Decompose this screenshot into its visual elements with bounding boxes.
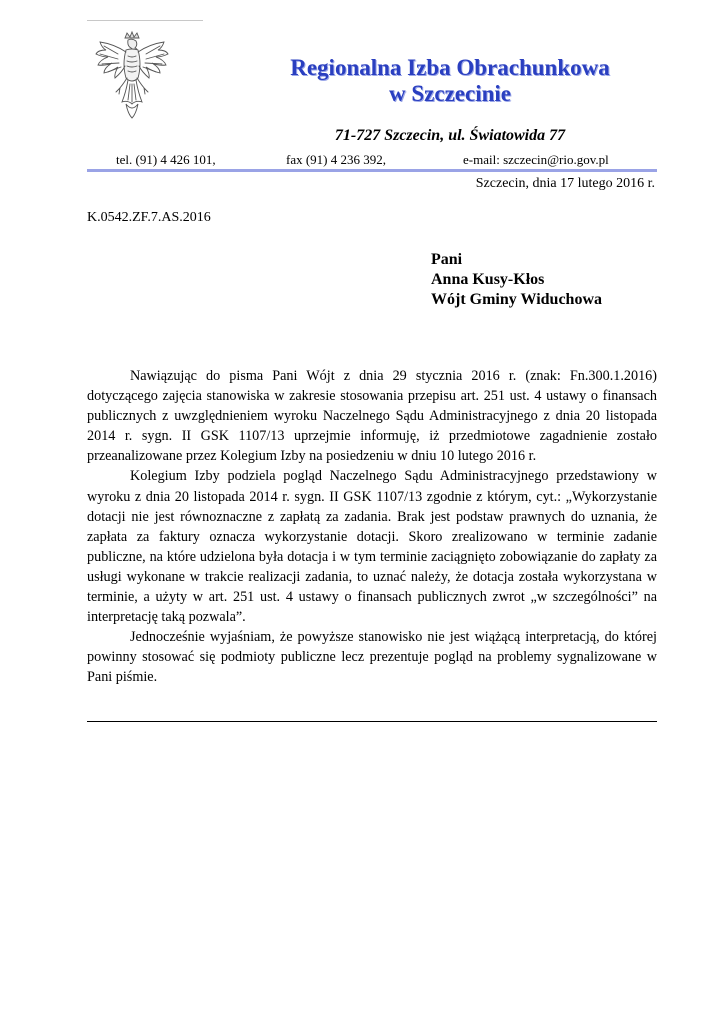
contact-phone: tel. (91) 4 426 101, bbox=[116, 152, 216, 167]
recipient-name: Anna Kusy-Kłos bbox=[431, 271, 545, 288]
letter-date: Szczecin, dnia 17 lutego 2016 r. bbox=[475, 176, 655, 191]
eagle-emblem-icon bbox=[92, 30, 172, 122]
recipient-title: Wójt Gminy Widuchowa bbox=[431, 291, 602, 308]
contact-fax: fax (91) 4 236 392, bbox=[286, 152, 387, 167]
recipient-salutation: Pani bbox=[431, 251, 463, 268]
body-paragraph: Kolegium Izby podziela pogląd Naczelnego Sądu Administracyjnego przedstawiony w wyroku z dnia 20 listopada 2014 r. sygn. II GSK 1107/13 zgodnie z którym, cyt.: „Wykorzystanie dotacji nie jest równoznaczne z zapłatą za zadania. Brak jest podstaw prawnych do uznania, że zapłata za faktury oznacza wykorzystanie dotacji. Skoro zrealizowano w terminie zadanie publiczne, na które udzielona była dotacja i w tym terminie zaciągnięto zobowiązanie do zapłaty za usługi wykonane w trakcie realizacji zadania, to uznać należy, że dotacja została wykorzystana w terminie, a użyty w art. 251 ust. 4 ustawy o finansach publicznych zwrot „w szczególności” na interpretację taką pozwala”. bbox=[87, 468, 657, 626]
institution-city: w Szczecinie bbox=[389, 81, 511, 106]
institution-name: Regionalna Izba Obrachunkowa bbox=[290, 55, 610, 80]
recipient-block bbox=[431, 250, 602, 310]
body-paragraph: Nawiązując do pisma Pani Wójt z dnia 29 stycznia 2016 r. (znak: Fn.300.1.2016) dotyczącego zajęcia stanowiska w zakresie stosowania przepisu art. 251 ust. 4 ustawy o finansach publicznych z uwzględnieniem wyroku Naczelnego Sądu Administracyjnego z dnia 20 listopada 2014 r. sygn. II GSK 1107/13 uprzejmie informuję, iż przedmiotowe zagadnienie zostało przeanalizowane przez Kolegium Izby na posiedzeniu w dniu 10 lutego 2016 r. bbox=[87, 368, 657, 465]
contact-email: e-mail: szczecin@rio.gov.pl bbox=[463, 152, 609, 167]
body-paragraph: Jednocześnie wyjaśniam, że powyższe stanowisko nie jest wiążącą interpretacją, do której powinny stosować się podmioty publiczne lecz prezentuje pogląd na problemy sygnalizowane w Pani piśmie. bbox=[87, 629, 657, 686]
reference-number: K.0542.ZF.7.AS.2016 bbox=[87, 210, 211, 225]
institution-address: 71-727 Szczecin, ul. Światowida 77 bbox=[334, 127, 566, 144]
top-thin-line bbox=[87, 20, 203, 21]
header-divider bbox=[87, 169, 657, 172]
letter-body bbox=[87, 366, 657, 688]
bottom-divider bbox=[87, 721, 657, 722]
